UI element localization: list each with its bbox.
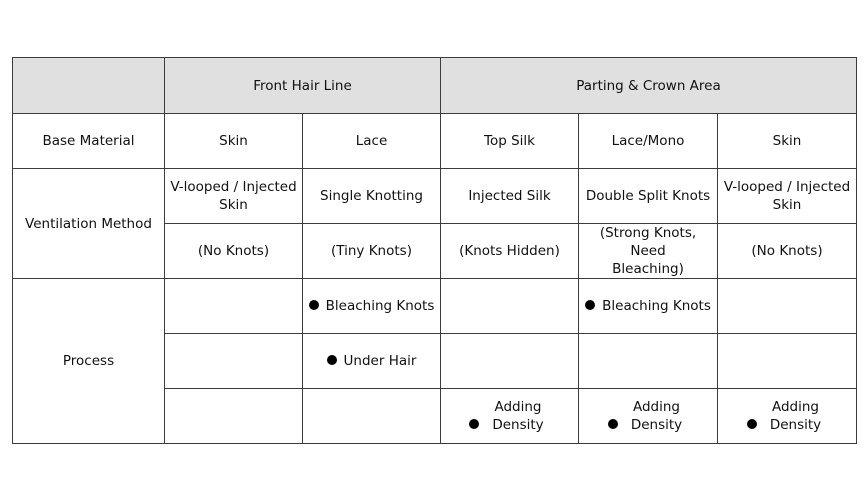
process-item-text: Bleaching Knots <box>602 298 711 314</box>
process-cell-empty <box>165 389 303 444</box>
base-material-cell: Lace <box>303 114 441 169</box>
bullet-icon <box>327 355 337 365</box>
header-row <box>13 58 857 114</box>
base-material-cell: Lace/Mono <box>579 114 718 169</box>
row-label-ventilation-method: Ventilation Method <box>13 169 165 279</box>
knots-text: (Strong Knots, Need Bleaching) <box>599 225 697 277</box>
ventilation-method-cell: Double Split Knots <box>579 169 718 224</box>
bullet-icon <box>469 419 479 429</box>
process-cell-empty <box>165 334 303 389</box>
ventilation-method-row <box>13 169 857 224</box>
base-material-cell: Top Silk <box>441 114 579 169</box>
bullet-icon <box>585 300 595 310</box>
process-cell-empty <box>718 279 857 334</box>
process-cell-empty <box>303 389 441 444</box>
process-cell-empty <box>165 279 303 334</box>
base-material-cell: Skin <box>165 114 303 169</box>
process-item-text: Adding Density <box>630 399 683 433</box>
ventilation-method-cell: V-looped / Injected Skin <box>165 169 303 224</box>
process-cell <box>718 389 857 444</box>
ventilation-method-cell: Single Knotting <box>303 169 441 224</box>
process-cell <box>579 279 718 334</box>
bullet-icon <box>608 419 618 429</box>
process-cell-empty <box>579 334 718 389</box>
process-item-text: Bleaching Knots <box>325 298 435 314</box>
row-label-process: Process <box>13 279 165 444</box>
knots-cell: (No Knots) <box>165 224 303 279</box>
process-cell-empty <box>441 279 579 334</box>
knots-cell: (Knots Hidden) <box>441 224 579 279</box>
knots-cell <box>579 224 718 279</box>
process-cell-empty <box>718 334 857 389</box>
ventilation-method-cell: Injected Silk <box>441 169 579 224</box>
process-cell-empty <box>441 334 579 389</box>
process-cell <box>579 389 718 444</box>
process-cell <box>303 279 441 334</box>
bullet-icon <box>309 300 319 310</box>
knots-cell: (Tiny Knots) <box>303 224 441 279</box>
process-item-text: Adding Density <box>492 399 544 433</box>
process-cell <box>441 389 579 444</box>
base-material-row <box>13 114 857 169</box>
process-item-text: Adding Density <box>769 399 822 433</box>
process-row-bleaching <box>13 279 857 334</box>
process-item-text: Under Hair <box>343 353 417 369</box>
header-front-hair-line: Front Hair Line <box>165 58 441 114</box>
knots-cell: (No Knots) <box>718 224 857 279</box>
header-parting-crown-area: Parting & Crown Area <box>441 58 857 114</box>
hair-comparison-table <box>12 57 857 444</box>
ventilation-method-cell: V-looped / Injected Skin <box>718 169 857 224</box>
base-material-cell: Skin <box>718 114 857 169</box>
process-cell <box>303 334 441 389</box>
corner-cell <box>13 58 165 114</box>
row-label-base-material: Base Material <box>13 114 165 169</box>
bullet-icon <box>747 419 757 429</box>
